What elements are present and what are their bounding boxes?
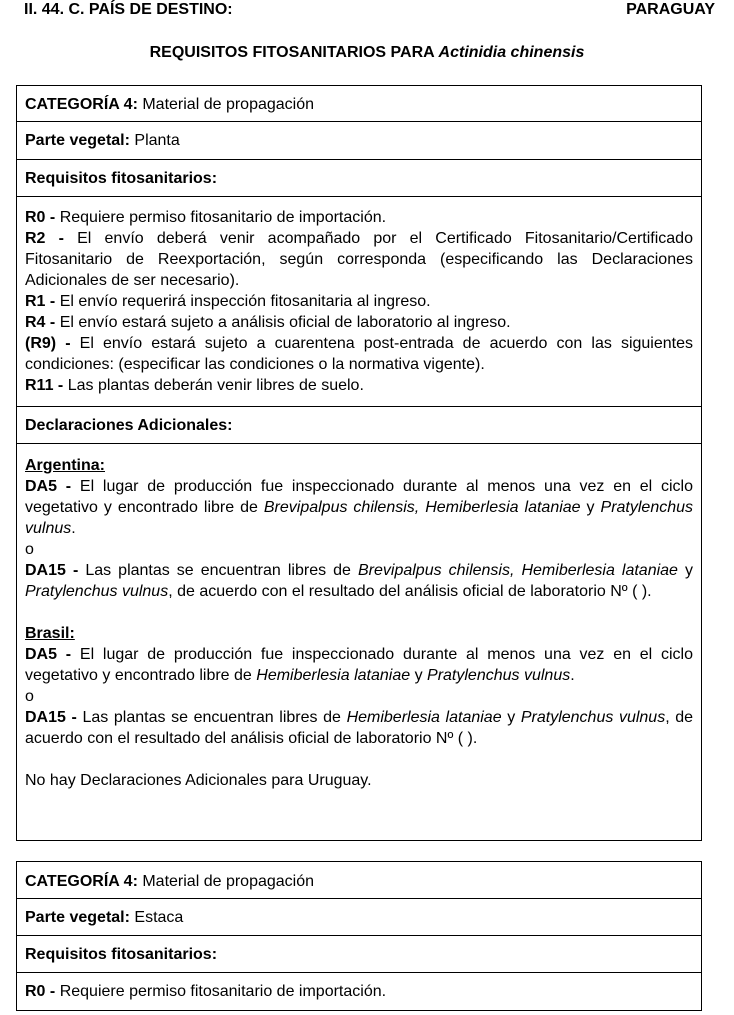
declarations-heading: Declaraciones Adicionales: xyxy=(25,417,233,434)
requirements-list-row xyxy=(17,973,702,1011)
pest-species: Pratylenchus vulnus xyxy=(25,499,694,537)
requirement-r9 xyxy=(25,333,693,375)
requirement-text: El envío estará sujeto a cuarentena post-entrada de acuerdo con las siguientes condiciones: (especificar las condiciones o la normativa vigente). xyxy=(25,335,694,373)
requirement-text: El envío requerirá inspección fitosanitaria al ingreso. xyxy=(59,293,431,310)
declaration-da15-brasil xyxy=(25,707,693,749)
country-brasil xyxy=(25,623,693,644)
declaration-end: , de acuerdo con el resultado del análisis oficial de laboratorio Nº ( ). xyxy=(168,583,652,600)
category-value: Material de propagación xyxy=(142,96,315,113)
spacer xyxy=(25,749,693,770)
requirement-r2 xyxy=(25,228,693,291)
requirement-text: Las plantas deberán venir libres de suelo. xyxy=(67,377,364,394)
requirements-heading-row xyxy=(17,936,702,973)
requirement-text: Requiere permiso fitosanitario de importación. xyxy=(59,983,387,1000)
destination-country: PARAGUAY xyxy=(626,1,715,18)
or-separator: o xyxy=(25,688,34,705)
requirement-text: Requiere permiso fitosanitario de importación. xyxy=(59,209,387,226)
conjunction: y xyxy=(586,499,595,516)
conjunction: y xyxy=(507,709,516,726)
declaration-code: DA5 - xyxy=(25,478,72,495)
pest-species: Hemiberlesia lataniae xyxy=(346,709,502,726)
requirements-table-estaca xyxy=(16,861,702,1011)
declaration-code: DA5 - xyxy=(25,646,72,663)
country-argentina xyxy=(25,455,693,476)
requirement-code: R0 - xyxy=(25,983,56,1000)
plant-part-label: Parte vegetal: xyxy=(25,132,130,149)
declaration-text: Las plantas se encuentran libres de xyxy=(85,562,351,579)
requirements-heading-row xyxy=(17,160,702,197)
plant-part-row xyxy=(17,122,702,160)
pest-species: Pratylenchus vulnus xyxy=(25,583,169,600)
destination-label: II. 44. C. PAÍS DE DESTINO: xyxy=(24,1,233,18)
or-separator: o xyxy=(25,541,34,558)
declaration-code: DA15 - xyxy=(25,562,79,579)
category-row xyxy=(17,862,702,899)
requirement-text: El envío deberá venir acompañado por el Certificado Fitosanitario/Certificado Fitosanitario de Reexportación, según corresponda (especificando las Declaraciones Adicionales de ser necesario). xyxy=(25,230,693,289)
declaration-text: Las plantas se encuentran libres de xyxy=(82,709,341,726)
plant-part-value: Estaca xyxy=(134,909,184,926)
pest-species: Brevipalpus chilensis, Hemiberlesia lataniae xyxy=(263,499,581,516)
requirements-heading: Requisitos fitosanitarios: xyxy=(25,170,218,187)
requirement-text: El envío estará sujeto a análisis oficial de laboratorio al ingreso. xyxy=(59,314,511,331)
declaration-text: El lugar de producción fue inspeccionado durante al menos una vez en el ciclo vegetativo y encontrado libre de xyxy=(25,646,694,684)
conjunction: y xyxy=(414,667,423,684)
requirement-code: (R9) - xyxy=(25,335,71,352)
declaration-code: DA15 - xyxy=(25,709,77,726)
plant-part-value: Planta xyxy=(134,132,180,149)
declaration-text: El lugar de producción fue inspeccionado durante al menos una vez en el ciclo vegetativo y encontrado libre de xyxy=(25,478,694,516)
requirement-code: R11 - xyxy=(25,377,64,394)
page-header xyxy=(24,1,715,21)
category-label: CATEGORÍA 4: xyxy=(25,96,138,113)
spacer xyxy=(25,602,693,623)
title-species: Actinidia chinensis xyxy=(438,44,585,61)
requirement-r4 xyxy=(25,312,693,333)
declarations-body-row xyxy=(17,444,702,841)
country-name: Argentina: xyxy=(25,457,105,474)
declaration-end: . xyxy=(71,520,76,537)
requirement-r11 xyxy=(25,375,693,396)
country-name: Brasil: xyxy=(25,625,75,642)
declaration-da15-argentina xyxy=(25,560,693,602)
requirement-r0 xyxy=(25,207,693,228)
uruguay-note: No hay Declaraciones Adicionales para Uruguay. xyxy=(25,772,372,789)
declaration-end: . xyxy=(570,667,575,684)
category-value: Material de propagación xyxy=(142,873,315,890)
pest-species: Hemiberlesia lataniae xyxy=(256,667,411,684)
requirement-code: R1 - xyxy=(25,293,56,310)
pest-species: Pratylenchus vulnus xyxy=(427,667,571,684)
category-label: CATEGORÍA 4: xyxy=(25,873,138,890)
requirement-code: R0 - xyxy=(25,209,56,226)
declaration-da5-argentina xyxy=(25,476,693,539)
pest-species: Brevipalpus chilensis, Hemiberlesia lataniae xyxy=(357,562,678,579)
requirement-r1 xyxy=(25,291,693,312)
requirement-code: R4 - xyxy=(25,314,56,331)
declarations-heading-row xyxy=(17,407,702,444)
declaration-da5-brasil xyxy=(25,644,693,686)
requirements-table-planta xyxy=(16,85,702,841)
requirements-heading: Requisitos fitosanitarios: xyxy=(25,946,218,963)
conjunction: y xyxy=(684,562,693,579)
requirements-list-row xyxy=(17,197,702,407)
plant-part-row xyxy=(17,899,702,936)
pest-species: Pratylenchus vulnus xyxy=(520,709,666,726)
declaration-end: , de acuerdo con el resultado del análisis oficial de laboratorio Nº ( ). xyxy=(25,709,694,747)
plant-part-label: Parte vegetal: xyxy=(25,909,130,926)
title-prefix: REQUISITOS FITOSANITARIOS PARA xyxy=(149,44,435,61)
category-row xyxy=(17,86,702,122)
requirement-code: R2 - xyxy=(25,230,64,247)
document-title xyxy=(0,44,734,62)
